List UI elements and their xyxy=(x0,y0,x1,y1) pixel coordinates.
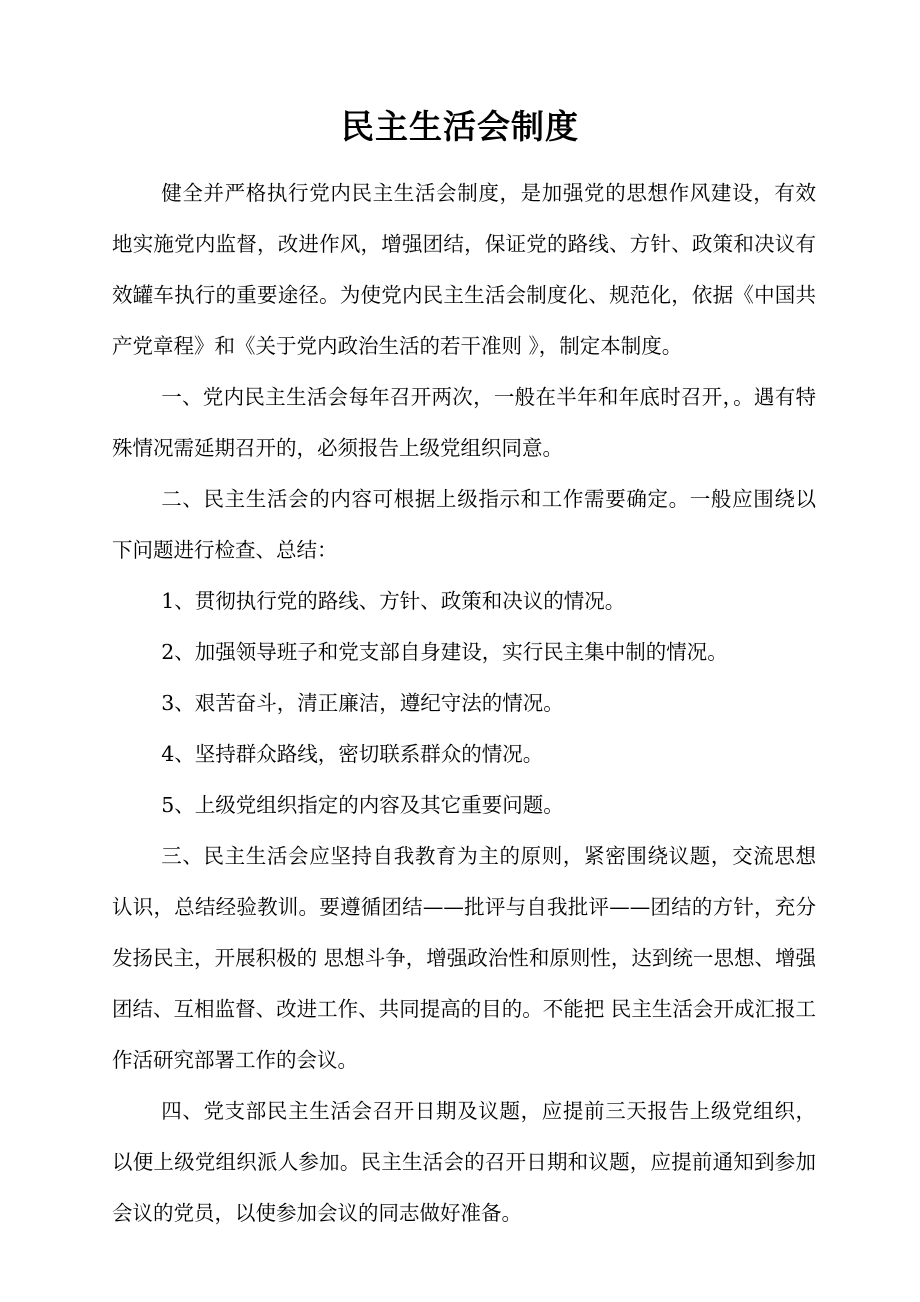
section-1-paragraph: 一、党内民主生活会每年召开两次，一般在半年和年底时召开，。遇有特殊情况需延期召开的，必须报告上级党组织同意。 xyxy=(112,385,816,460)
document-body xyxy=(112,168,816,1239)
section-3-paragraph: 三、民主生活会应坚持自我教育为主的原则，紧密围绕议题，交流思想认识，总结经验教训。要遵循团结——批评与自我批评——团结的方针，充分发扬民主，开展积极的 思想斗争，增强政治性和原则性，达到统一思想、增强团结、互相监督、改进工作、共同提高的目的。不能把 民主生活会开成汇报工作活研究部署工作的会议。 xyxy=(112,844,816,1072)
document-title: 民主生活会制度 xyxy=(341,107,579,146)
list-item-1: 1、贯彻执行党的路线、方针、政策和决议的情况。 xyxy=(161,589,626,613)
list-item-4: 4、坚持群众路线，密切联系群众的情况。 xyxy=(161,742,544,766)
list-item-2: 2、加强领导班子和党支部自身建设，实行民主集中制的情况。 xyxy=(161,640,728,664)
intro-paragraph: 健全并严格执行党内民主生活会制度，是加强党的思想作风建设，有效地实施党内监督，改进作风，增强团结，保证党的路线、方针、政策和决议有效罐车执行的重要途径。为使党内民主生活会制度化、规范化，依据《中国共产党章程》和《关于党内政治生活的若干准则 》，制定本制度。 xyxy=(112,181,816,358)
list-item-5: 5、上级党组织指定的内容及其它重要问题。 xyxy=(161,793,564,817)
section-4-paragraph: 四、党支部民主生活会召开日期及议题，应提前三天报告上级党组织，以便上级党组织派人参加。民主生活会的召开日期和议题，应提前通知到参加会议的党员，以使参加会议的同志做好准备。 xyxy=(112,1099,816,1225)
section-2-paragraph: 二、民主生活会的内容可根据上级指示和工作需要确定。一般应围绕以下问题进行检查、总结： xyxy=(112,487,816,562)
list-item-3: 3、艰苦奋斗，清正廉洁，遵纪守法的情况。 xyxy=(161,691,564,715)
